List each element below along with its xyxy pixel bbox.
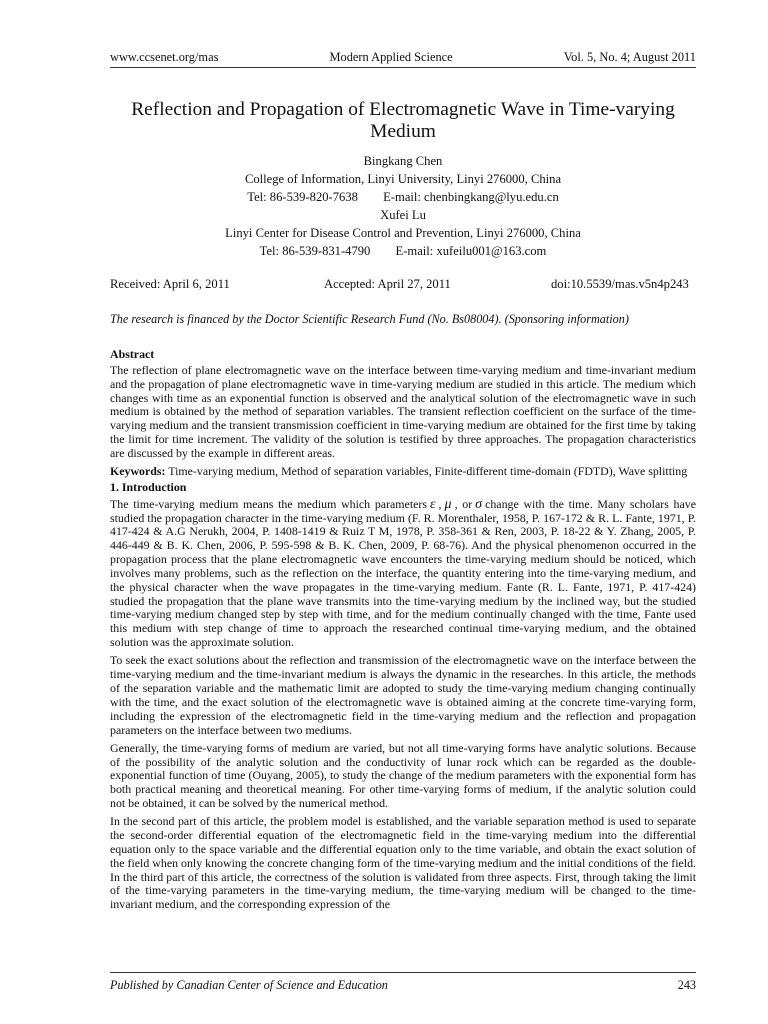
paragraph-text: The time-varying medium means the medium which parameters <box>110 496 428 511</box>
keywords <box>110 465 696 479</box>
issue-info: Vol. 5, No. 4; August 2011 <box>563 50 696 64</box>
journal-name: Modern Applied Science <box>329 50 453 64</box>
running-header <box>110 49 696 65</box>
paragraph-text: change with the time. Many scholars have studied the propagation character in the time-varying medium (F. R. Morenthaler, 1958, P. 167-172 & R. L. Fante, 1971, P. 417-424 & A.G Nerukh, 2004, P. 1408-1419 & Ruiz T M, 1978, P. 358-361 & Ren, 2003, P. 18-22 & Y. Zhang, 2005, P. 446-449 & B. K. Chen, 2006, P. 595-598 & B. K. Chen, 2009, P. 68-76). And the physical phenomenon occurred in the propagation process that the plane electromagnetic wave encounters the time-varying medium should be noticed, which involves many problems, such as the reflection on the interface, the quantity entering into the time-varying medium, and the physical character when the wave propagates in the time-varying medium. Fante (R. L. Fante, 1971, P. 417-424) studied the propagation that the plane wave transmits into the time-varying medium by the inclined way, but the studied time-varying medium changed step by step with time, and for the medium continually changed with the time, Fante used this medium with step change of time to approach the researched continual time-varying medium, and the obtained solution was the approximate solution. <box>110 496 696 650</box>
paragraph <box>110 498 696 650</box>
keywords-text: Time-varying medium, Method of separation variables, Finite-different time-domain (FDTD), Wave splitting <box>168 464 688 479</box>
abstract-heading: Abstract <box>110 347 155 361</box>
section-heading: 1. Introduction <box>110 479 187 494</box>
received-date: Received: April 6, 2011 <box>110 277 230 291</box>
author-contact: Tel: 86-539-820-7638 E-mail: chenbingkang@lyu.edu.cn <box>247 190 559 204</box>
author-name: Bingkang Chen <box>363 154 443 168</box>
page-number: 243 <box>677 978 696 992</box>
header-rule <box>110 67 696 68</box>
paper-body <box>110 348 696 916</box>
paragraph: To seek the exact solutions about the reflection and transmission of the electromagnetic wave on the interface between the time-varying medium and the time-invariant medium is always the dynamic in the researches. In this article, the methods of the separation variable and the mathematic limit are adopted to study the time-varying medium changing continually with the time, and the exact solution of the electromagnetic wave is obtained aiming at the concrete time-varying form, including the expression of the electromagnetic field in the time-varying medium and the reflection and propagation parameters on the interface between two mediums. <box>110 653 696 737</box>
doi[interactable]: doi:10.5539/mas.v5n4p243 <box>551 277 689 291</box>
author-contact: Tel: 86-539-831-4790 E-mail: xufeilu001@163.com <box>259 244 547 258</box>
funding-note: The research is financed by the Doctor Scientific Research Fund (No. Bs08004). (Sponsoring information) <box>110 312 629 326</box>
separator: , or <box>454 496 473 511</box>
author-name: Xufei Lu <box>380 208 426 222</box>
author-affiliation: Linyi Center for Disease Control and Prevention, Linyi 276000, China <box>225 226 581 240</box>
separator: , <box>438 496 442 511</box>
accepted-date: Accepted: April 27, 2011 <box>324 277 451 291</box>
author-affiliation: College of Information, Linyi University, Linyi 276000, China <box>244 172 562 186</box>
paragraph: Generally, the time-varying forms of medium are varied, but not all time-varying forms have analytic solutions. Because of the possibility of the analytic solution and the conductivity of lunar rock which can be regarded as the double-exponential function of time (Ouyang, 2005), to study the change of the medium parameters with the exponential form has both practical meaning and theoretical meaning. For other time-varying forms of medium, if the analytic solution could not be obtained, it can be solved by the numerical method. <box>110 740 696 811</box>
epsilon-symbol: ε <box>430 496 436 512</box>
abstract-text: The reflection of plane electromagnetic wave on the interface between time-varying medium and time-invariant medium and the propagation of plane electromagnetic wave in time-varying medium are studied in this article. The medium which changes with time as an exponential function is observed and the analytical solution of the electromagnetic wave in such medium is obtained by the method of separation variables. The transient reflection coefficient on the surface of the time-varying medium and the transient transmission coefficient in time-varying medium are obtained for the first time by taking the limit for time increment. The validity of the solution is testified by three approaches. The propagation characteristics are discussed by the example in different areas. <box>110 362 696 460</box>
publisher: Published by Canadian Center of Science and Education <box>110 978 388 992</box>
keywords-label: Keywords: <box>110 464 166 479</box>
submission-dates <box>110 277 696 293</box>
paper-title: Reflection and Propagation of Electromagnetic Wave in Time-varying Medium <box>131 99 675 142</box>
mu-symbol: μ <box>444 496 452 512</box>
author-block <box>100 152 706 260</box>
paragraph: In the second part of this article, the problem model is established, and the variable separation method is used to separate the second-order differential equation of the electromagnetic field in the time-varying medium into the differential equation only to the space variable and the differential equation only to the time variable, and obtain the exact solution of the field when only knowing the concrete changing form of the time-varying medium and the initial conditions of the field. In the third part of this article, the correctness of the solution is validated from three aspects. First, through taking the limit of the time-varying parameters in the time-varying medium, the time-varying medium will be changed to the time-invariant medium, and the corresponding expression of the <box>110 814 696 912</box>
page-footer <box>110 978 696 993</box>
journal-website[interactable]: www.ccsenet.org/mas <box>110 50 219 64</box>
sigma-symbol: σ <box>475 496 483 512</box>
footer-rule <box>110 972 696 973</box>
